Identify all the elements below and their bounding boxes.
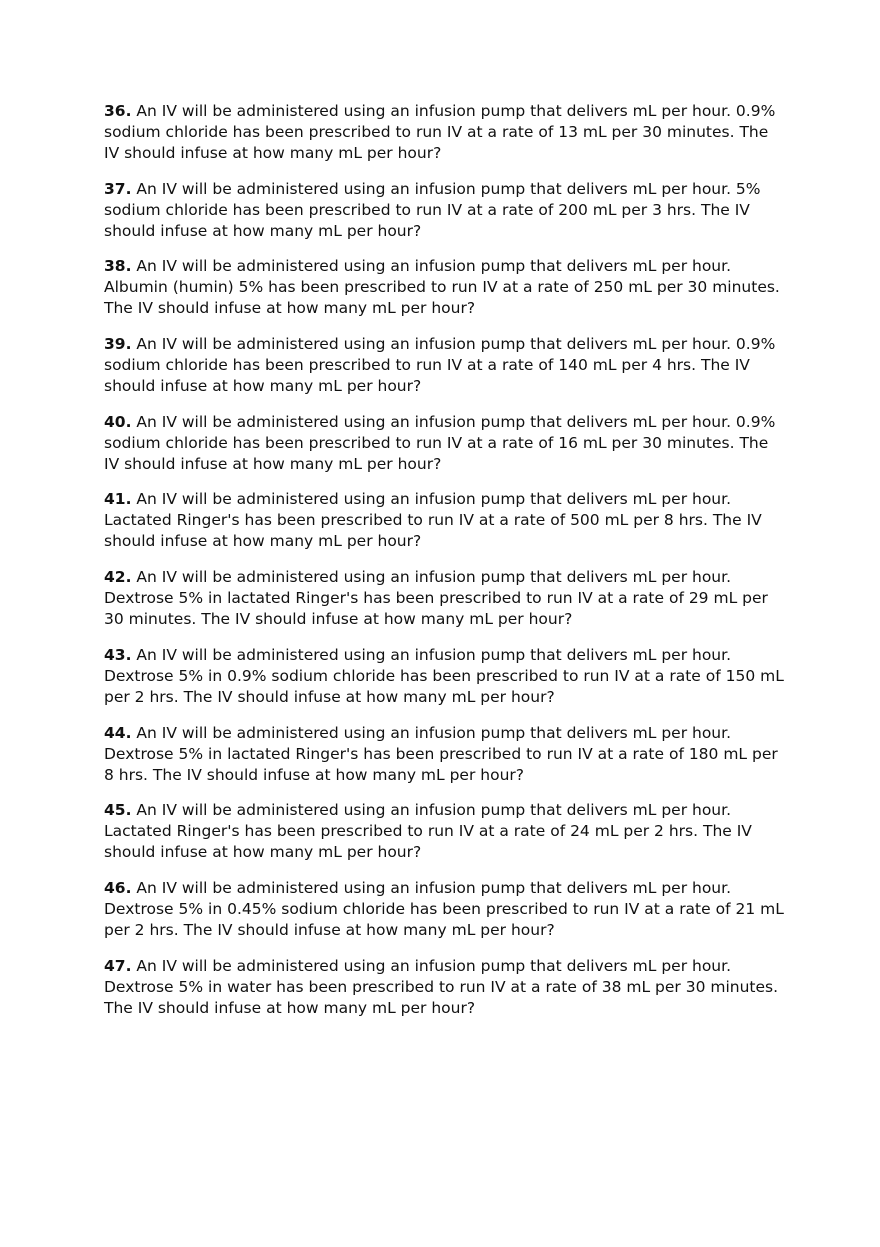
question-text: An IV will be administered using an infusion pump that delivers mL per hour. Lactated Ringer's has been prescribed to run IV at a rate of 24 mL per 2 hrs. The IV should infuse at how many mL per hour? — [104, 801, 752, 862]
question-number: 41. — [104, 490, 132, 509]
question-39 — [104, 334, 784, 397]
question-number: 38. — [104, 257, 132, 276]
question-number: 43. — [104, 645, 132, 664]
question-43 — [104, 645, 784, 708]
question-text: An IV will be administered using an infusion pump that delivers mL per hour. 0.9% sodium chloride has been prescribed to run IV at a rate of 16 mL per 30 minutes. The IV should infuse at how many mL per hour? — [104, 412, 776, 473]
question-text: An IV will be administered using an infusion pump that delivers mL per hour. Albumin (humin) 5% has been prescribed to run IV at a rate of 250 mL per 30 minutes. The IV should infuse at how many mL per hour? — [104, 257, 780, 318]
question-text: An IV will be administered using an infusion pump that delivers mL per hour. Lactated Ringer's has been prescribed to run IV at a rate of 500 mL per 8 hrs. The IV should infuse at how many mL per hour? — [104, 490, 762, 551]
question-text: An IV will be administered using an infusion pump that delivers mL per hour. 5% sodium chloride has been prescribed to run IV at a rate of 200 mL per 3 hrs. The IV should infuse at how many mL per hour? — [104, 179, 761, 240]
question-38 — [104, 256, 784, 319]
question-text: An IV will be administered using an infusion pump that delivers mL per hour. 0.9% sodium chloride has been prescribed to run IV at a rate of 13 mL per 30 minutes. The IV should infuse at how many mL per hour? — [104, 102, 776, 162]
question-number: 37. — [104, 179, 132, 198]
question-number: 36. — [104, 102, 132, 120]
question-number: 45. — [104, 801, 132, 820]
question-36 — [104, 101, 784, 164]
question-number: 39. — [104, 335, 132, 354]
document-page — [104, 101, 784, 1033]
question-text: An IV will be administered using an infusion pump that delivers mL per hour. Dextrose 5% in lactated Ringer's has been prescribed to run IV at a rate of 29 mL per 30 minutes. The IV should infuse at how many mL per hour? — [104, 568, 768, 629]
question-number: 42. — [104, 568, 132, 587]
question-number: 44. — [104, 723, 132, 742]
question-number: 47. — [104, 956, 132, 975]
question-text: An IV will be administered using an infusion pump that delivers mL per hour. Dextrose 5% in 0.9% sodium chloride has been prescribed to run IV at a rate of 150 mL per 2 hrs. The IV should infuse at how many mL per hour? — [104, 645, 784, 706]
question-37 — [104, 179, 784, 242]
question-40 — [104, 412, 784, 475]
question-text: An IV will be administered using an infusion pump that delivers mL per hour. Dextrose 5% in lactated Ringer's has been prescribed to run IV at a rate of 180 mL per 8 hrs. The IV should infuse at how many mL per hour? — [104, 723, 778, 784]
question-text: An IV will be administered using an infusion pump that delivers mL per hour. 0.9% sodium chloride has been prescribed to run IV at a rate of 140 mL per 4 hrs. The IV should infuse at how many mL per hour? — [104, 335, 776, 396]
question-42 — [104, 567, 784, 630]
question-41 — [104, 489, 784, 552]
question-44 — [104, 723, 784, 786]
question-text: An IV will be administered using an infusion pump that delivers mL per hour. Dextrose 5% in water has been prescribed to run IV at a rate of 38 mL per 30 minutes. The IV should infuse at how many mL per hour? — [104, 956, 779, 1017]
question-46 — [104, 878, 784, 941]
question-number: 46. — [104, 878, 132, 897]
question-number: 40. — [104, 412, 132, 431]
question-47 — [104, 956, 784, 1019]
question-45 — [104, 800, 784, 863]
question-text: An IV will be administered using an infusion pump that delivers mL per hour. Dextrose 5% in 0.45% sodium chloride has been prescribed to run IV at a rate of 21 mL per 2 hrs. The IV should infuse at how many mL per hour? — [104, 878, 784, 939]
